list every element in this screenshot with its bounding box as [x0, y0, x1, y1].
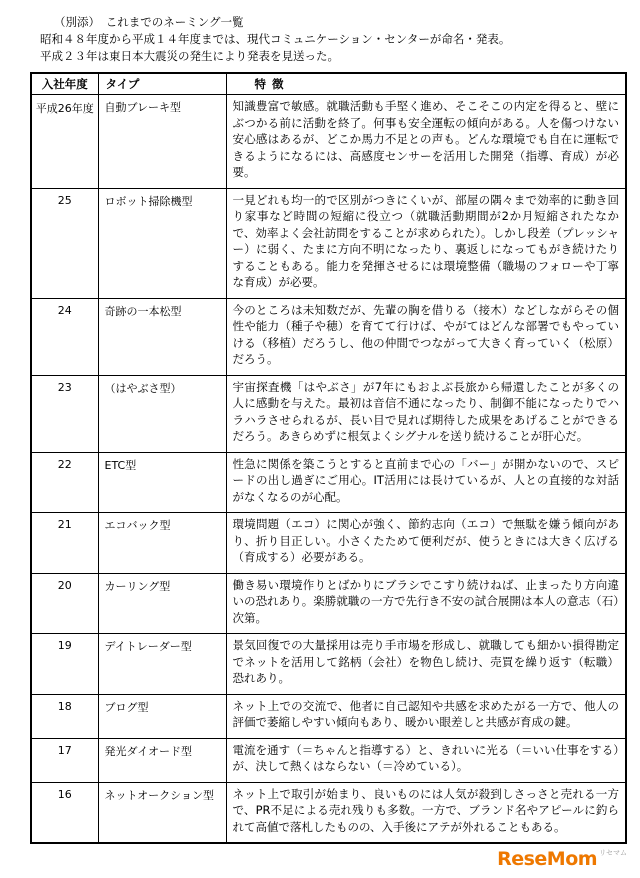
table-row: [31, 573, 626, 634]
resemom-logo-katakana: リセマム: [599, 849, 627, 857]
year-cell: 23: [31, 375, 98, 452]
table-row: [31, 513, 626, 574]
table-row: [31, 694, 626, 738]
table-row: [31, 782, 626, 843]
document-title: （別添） これまでのネーミング一覧: [54, 15, 244, 29]
type-cell: 発光ダイオード型: [98, 738, 226, 782]
resemom-logo: [494, 849, 630, 870]
type-cell: ETC型: [98, 452, 226, 513]
year-cell: 21: [31, 513, 98, 574]
feature-cell: 環境問題（エコ）に関心が強く、節約志向（エコ）で無駄を嫌う傾向があり、折り目正しい。小さくたためて便利だが、使うときには大きく広げる（育成する）必要がある。: [226, 513, 626, 574]
feature-cell: 宇宙探査機「はやぶさ」が7年にもおよぶ長旅から帰還したことが多くの人に感動を与えた。最初は音信不通になったり、制御不能になったりでハラハラさせられるが、長い目で見れば期待した成果をあげることができるだろう。あきらめずに根気よくシグナルを送り続けることが肝心だ。: [226, 375, 626, 452]
type-cell: ロボット掃除機型: [98, 188, 226, 298]
intro-line-2: 平成２３年は東日本大震災の発生により発表を見送った。: [40, 49, 339, 63]
type-cell: カーリング型: [98, 573, 226, 634]
table-row: [31, 452, 626, 513]
type-cell: デイトレーダー型: [98, 634, 226, 695]
type-cell: ネットオークション型: [98, 782, 226, 843]
type-cell: 奇跡の一本松型: [98, 298, 226, 375]
table-row: [31, 95, 626, 189]
feature-cell: 今のところは未知数だが、先輩の胸を借りる（接木）などしながらその個性や能力（種子や穂）を育てて行けば、やがてはどんな部署でもやっていける（移植）だろうし、他の仲間でつながって大きく育っていく（松原）だろう。: [226, 298, 626, 375]
type-cell: エコバック型: [98, 513, 226, 574]
type-cell: ブログ型: [98, 694, 226, 738]
resemom-logo-text: ReseMom: [497, 848, 598, 870]
year-cell: 16: [31, 782, 98, 843]
col-header-year: 入社年度: [31, 73, 98, 95]
feature-cell: ネット上での交流で、他者に自己認知や共感を求めたがる一方で、他人の評価で萎縮しやすい傾向もあり、暖かい眼差しと共感が育成の鍵。: [226, 694, 626, 738]
year-cell: 25: [31, 188, 98, 298]
table-row: [31, 188, 626, 298]
intro-line-1: 昭和４８年度から平成１４年度までは、現代コミュニケーション・センターが命名・発表。: [40, 32, 511, 46]
year-cell: 17: [31, 738, 98, 782]
naming-table-body: [31, 95, 626, 844]
col-header-feature: 特徴: [226, 73, 626, 95]
year-cell: 20: [31, 573, 98, 634]
col-header-type: タイプ: [98, 73, 226, 95]
feature-cell: 性急に関係を築こうとすると直前まで心の「バー」が開かないので、スピードの出し過ぎにご用心。IT活用には長けているが、人との直接的な対話がなくなるのが心配。: [226, 452, 626, 513]
document-intro: [30, 14, 627, 65]
year-cell: 19: [31, 634, 98, 695]
feature-cell: 知識豊富で敏感。就職活動も手堅く進め、そこそこの内定を得ると、壁にぶつかる前に活動を終了。何事も安全運転の傾向がある。人を傷つけない安心感はあるが、どこか馬力不足との声も。どんな環境でも自在に運転できるようになるには、高感度センサーを活用した開発（指導、育成）が必要。: [226, 95, 626, 189]
naming-table: [30, 72, 627, 844]
year-cell: 24: [31, 298, 98, 375]
table-row: [31, 375, 626, 452]
year-cell: 18: [31, 694, 98, 738]
year-cell: 平成26年度: [31, 95, 98, 189]
naming-table-header: [31, 73, 626, 95]
type-cell: 自動ブレーキ型: [98, 95, 226, 189]
feature-cell: 働き易い環境作りとばかりにブラシでこすり続けねば、止まったり方向違いの恐れあり。楽勝就職の一方で先行き不安の試合展開は本人の意志（石）次第。: [226, 573, 626, 634]
feature-cell: 電流を通す（＝ちゃんと指導する）と、きれいに光る（＝いい仕事をする）が、決して熱くはならない（＝冷めている）。: [226, 738, 626, 782]
table-row: [31, 298, 626, 375]
feature-cell: ネット上で取引が始まり、良いものには人気が殺到しさっさと売れる一方で、PR不足による売れ残りも多数。一方で、ブランド名やアピールに釣られて高値で落札したものの、入手後にアテが外れることもある。: [226, 782, 626, 843]
feature-cell: 景気回復での大量採用は売り手市場を形成し、就職しても細かい損得勘定でネットを活用して銘柄（会社）を物色し続け、売買を繰り返す（転職）恐れあり。: [226, 634, 626, 695]
feature-cell: 一見どれも均一的で区別がつきにくいが、部屋の隅々まで効率的に動き回り家事など時間の短縮に役立つ（就職活動期間が2か月短縮されたなかで、効率よく会社訪問をすることが求められた）。しかし段差（プレッシャー）に弱く、たまに方向不明になったり、裏返しになってもがき続けたりすることもある。能力を発揮させるには環境整備（職場のフォローや丁寧な育成）が必要。: [226, 188, 626, 298]
table-row: [31, 738, 626, 782]
type-cell: （はやぶさ型）: [98, 375, 226, 452]
year-cell: 22: [31, 452, 98, 513]
header-row: [31, 73, 626, 95]
table-row: [31, 634, 626, 695]
